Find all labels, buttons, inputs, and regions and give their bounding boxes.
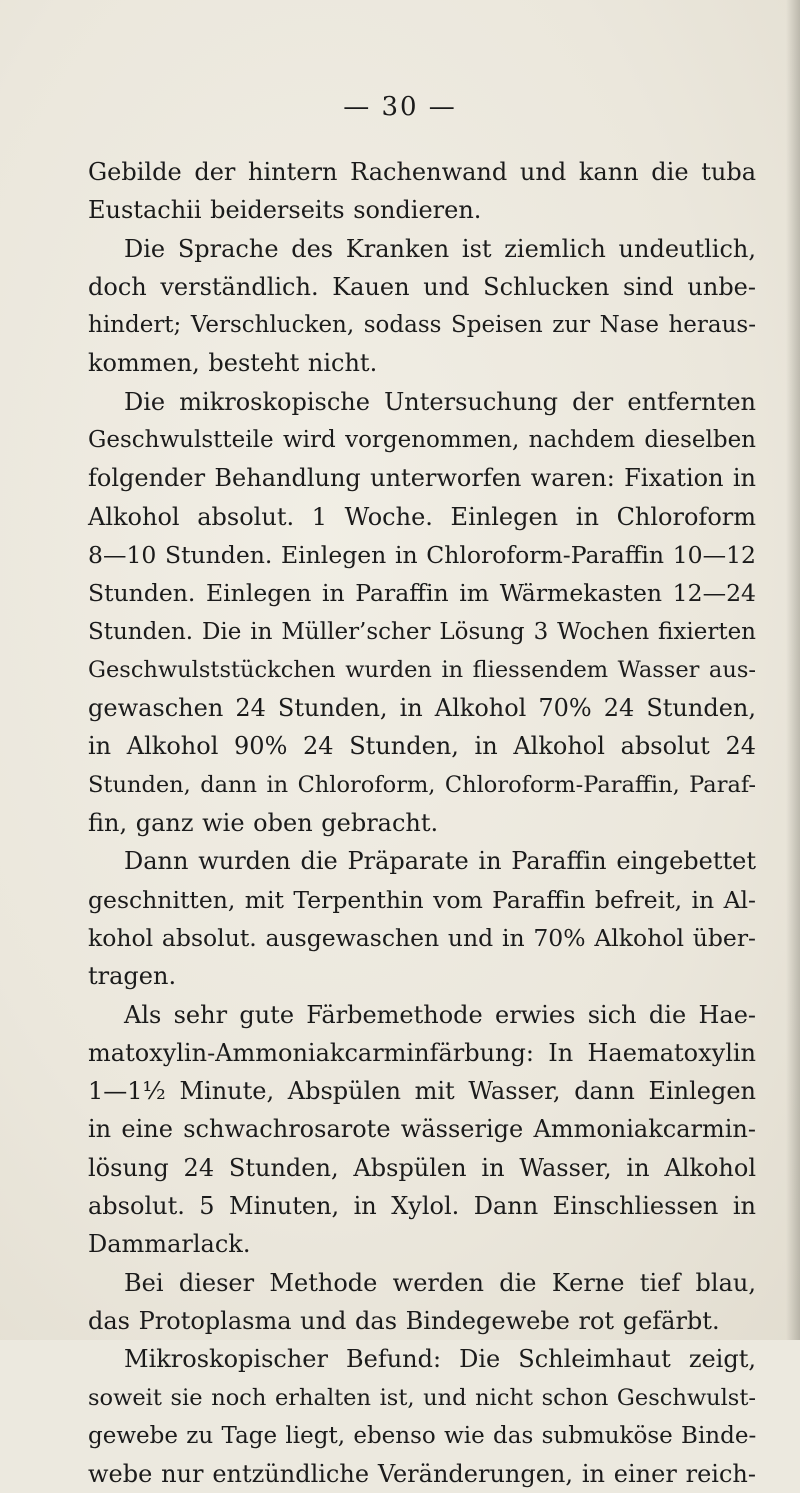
text-line: Gebilde der hintern Rachenwand und kann die tuba xyxy=(88,158,756,186)
text-line: geschnitten, mit Terpenthin vom Paraffin befreit, in Al- xyxy=(88,885,756,914)
text-line: matoxylin-Ammoniakcarminfärbung: In Haematoxylin xyxy=(88,1038,756,1067)
text-line: kommen, besteht nicht. xyxy=(88,349,378,378)
text-line: Dann wurden die Präparate in Paraffin eingebettet xyxy=(124,847,756,876)
text-line: Stunden. Einlegen in Paraffin im Wärmekasten 12—24 xyxy=(88,579,756,608)
text-line: gewebe zu Tage liegt, ebenso wie das submuköse Binde- xyxy=(88,1422,757,1449)
text-line: fin, ganz wie oben gebracht. xyxy=(88,809,439,838)
text-line: absolut. 5 Minuten, in Xylol. Dann Einschliessen in xyxy=(88,1192,756,1221)
text-line: webe nur entzündliche Veränderungen, in einer reich- xyxy=(88,1460,756,1489)
page-number: — 30 — xyxy=(343,92,457,122)
text-line: lösung 24 Stunden, Abspülen in Wasser, in Alkohol xyxy=(88,1153,756,1182)
text-line: in eine schwachrosarote wässerige Ammoniakcarmin- xyxy=(88,1115,756,1144)
text-line: Die Sprache des Kranken ist ziemlich undeutlich, xyxy=(124,234,756,263)
text-line: hindert; Verschlucken, sodass Speisen zur Nase heraus- xyxy=(88,312,756,339)
text-line: doch verständlich. Kauen und Schlucken sind unbe- xyxy=(88,272,756,301)
text-line: Als sehr gute Färbemethode erwies sich die Hae- xyxy=(124,1000,756,1029)
text-line: tragen. xyxy=(88,962,177,991)
text-line: Stunden, dann in Chloroform, Chloroform-Paraffin, Paraf- xyxy=(88,771,756,798)
body-text xyxy=(88,153,756,1493)
text-line: Stunden. Die in Müller’scher Lösung 3 Wochen fixierten xyxy=(88,618,756,645)
text-line: Dammarlack. xyxy=(88,1230,251,1259)
text-line: 8—10 Stunden. Einlegen in Chloroform-Paraffin 10—12 xyxy=(88,540,756,569)
text-line: das Protoplasma und das Bindegewebe rot gefärbt. xyxy=(88,1306,720,1335)
text-line: Bei dieser Methode werden die Kerne tief blau, xyxy=(124,1268,756,1297)
text-line: 1—1½ Minute, Abspülen mit Wasser, dann Einlegen xyxy=(88,1077,756,1106)
text-line: soweit sie noch erhalten ist, und nicht schon Geschwulst- xyxy=(88,1384,756,1411)
text-line: folgender Behandlung unterworfen waren: Fixation in xyxy=(88,464,756,493)
text-line: Mikroskopischer Befund: Die Schleimhaut zeigt, xyxy=(124,1345,756,1374)
text-line: kohol absolut. ausgewaschen und in 70% Alkohol über- xyxy=(88,923,756,952)
text-line: Die mikroskopische Untersuchung der entfernten xyxy=(124,387,756,416)
text-line: Geschwulststückchen wurden in fliessendem Wasser aus- xyxy=(88,656,756,683)
text-line: Eustachii beiderseits sondieren. xyxy=(88,196,482,225)
text-line: gewaschen 24 Stunden, in Alkohol 70% 24 Stunden, xyxy=(88,694,756,723)
text-line: in Alkohol 90% 24 Stunden, in Alkohol absolut 24 xyxy=(88,732,756,761)
text-line: Geschwulstteile wird vorgenommen, nachdem dieselben xyxy=(88,427,756,454)
page-edge-shadow xyxy=(786,0,800,1340)
text-line: Alkohol absolut. 1 Woche. Einlegen in Chloroform xyxy=(88,502,756,531)
